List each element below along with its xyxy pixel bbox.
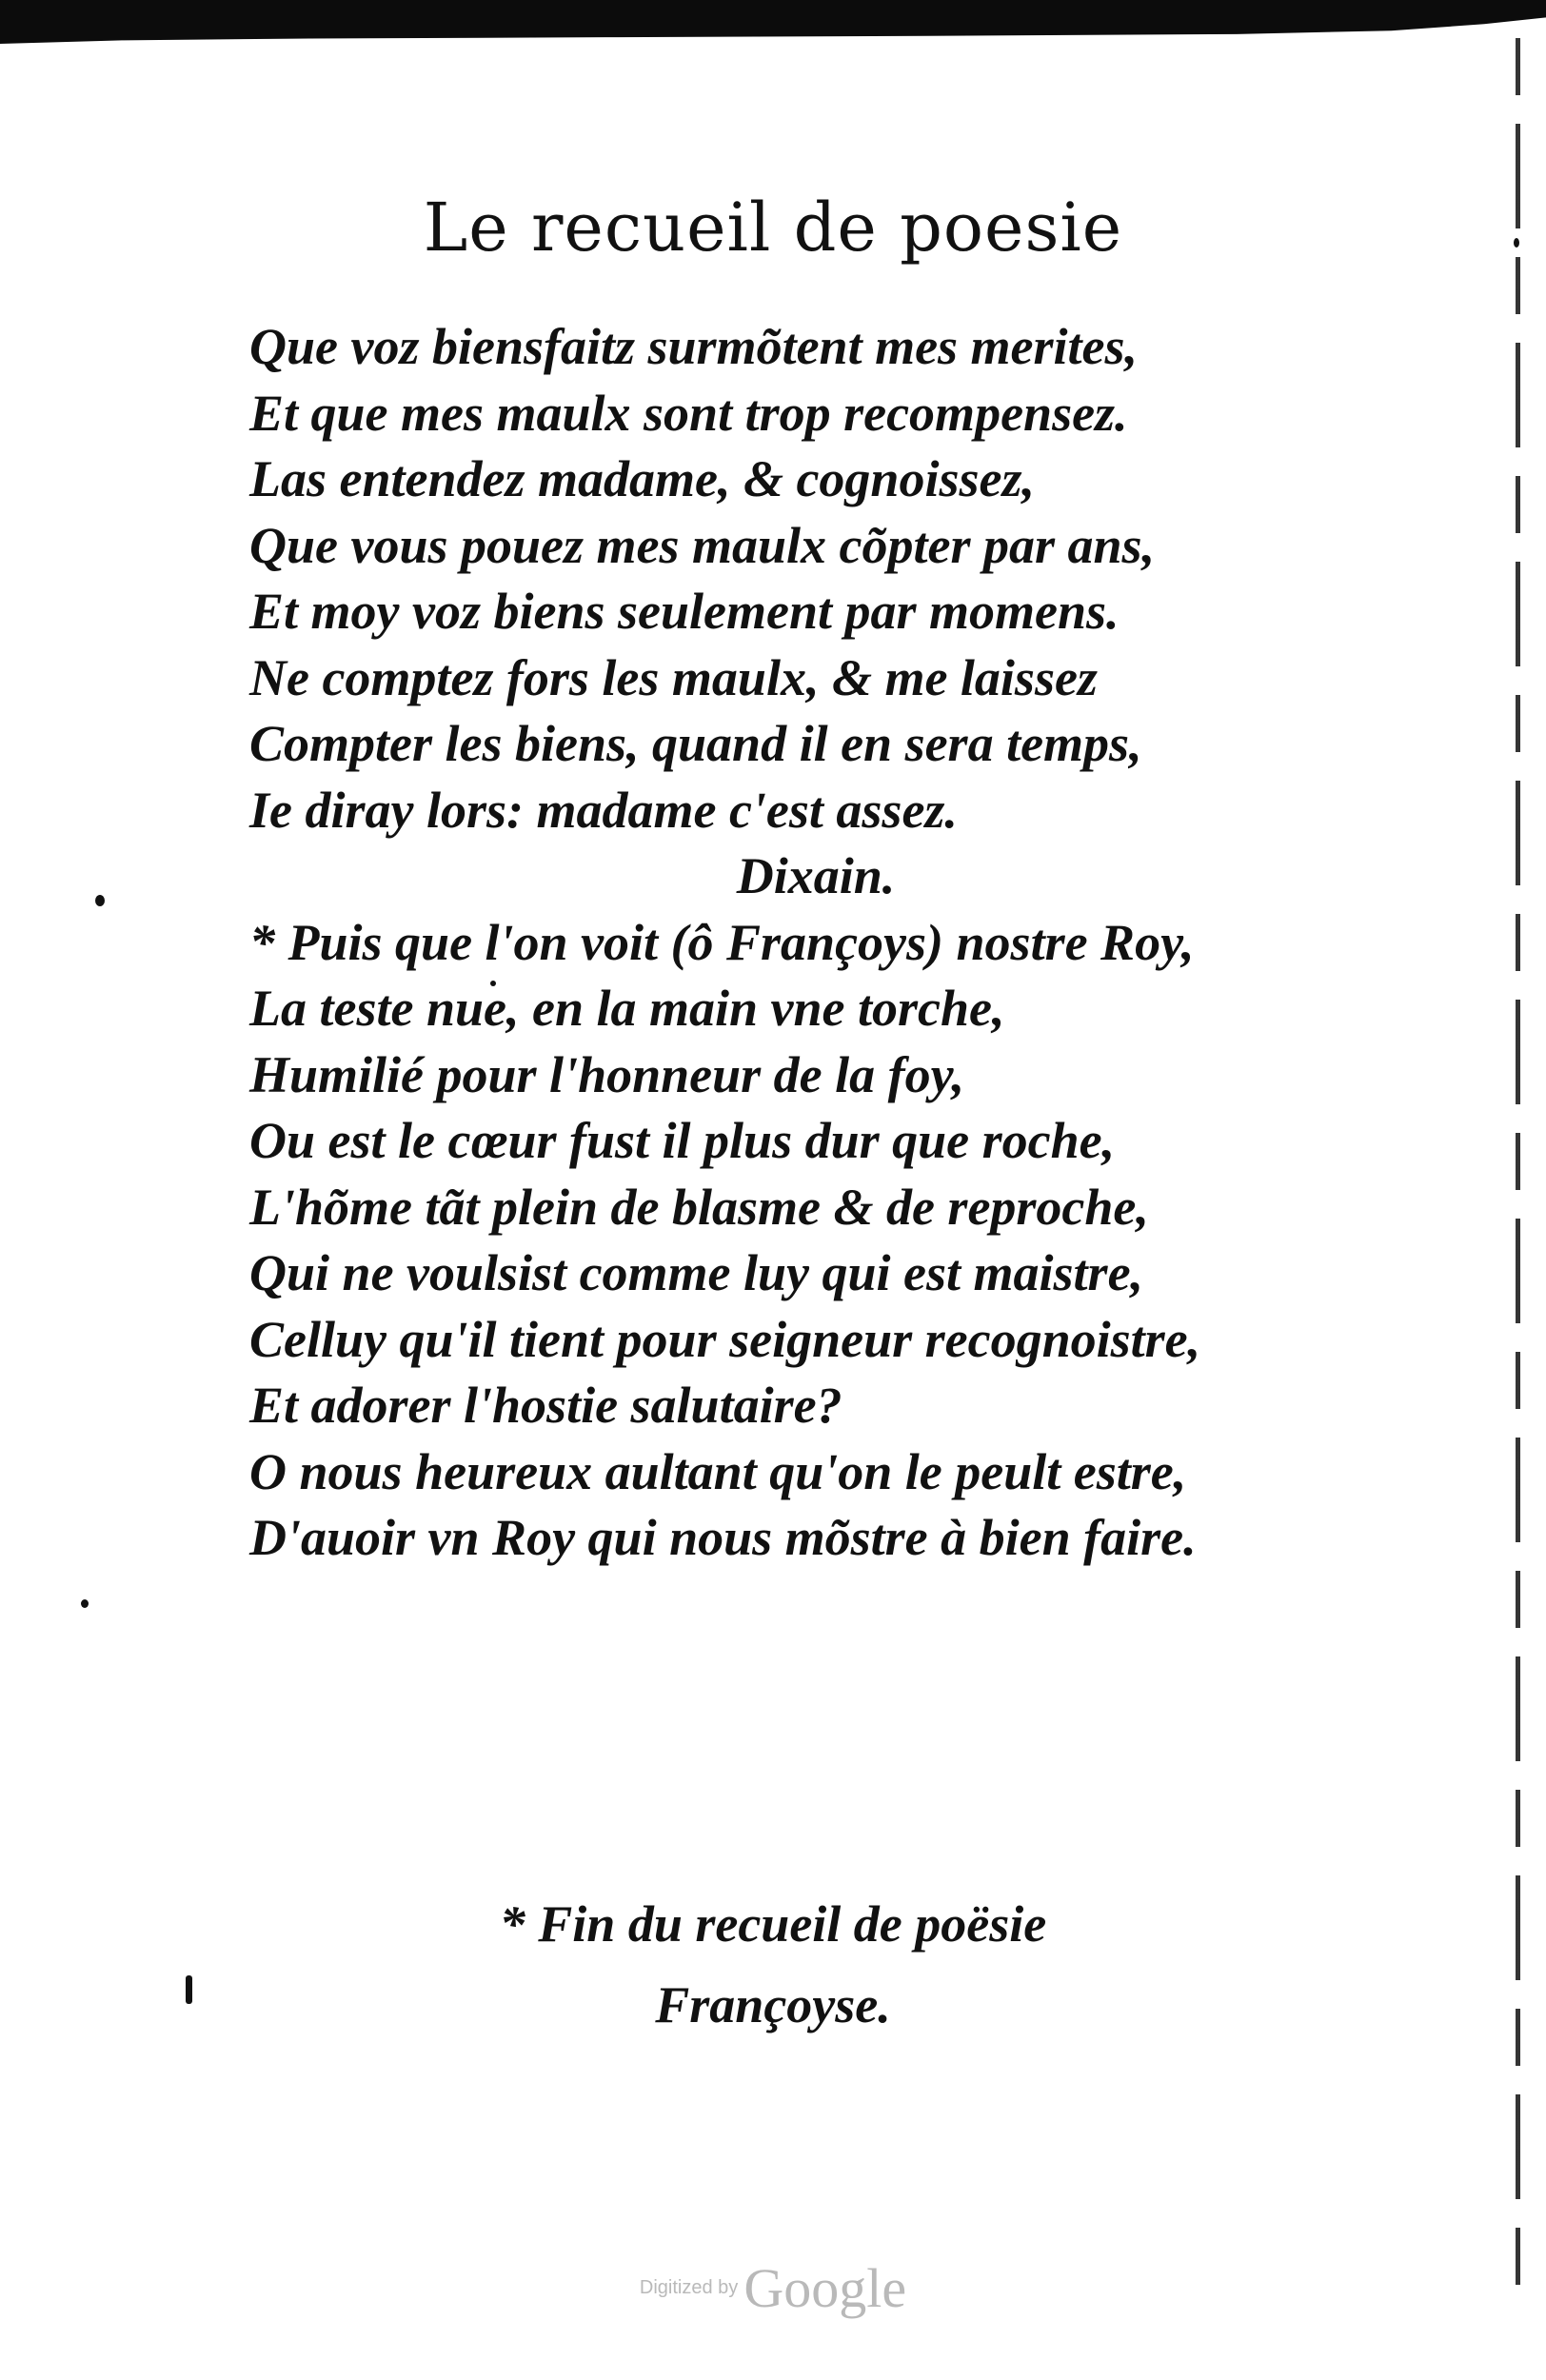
poem-line: Que voz biensfaitz surmõtent mes merites, bbox=[249, 318, 1139, 375]
poem-body bbox=[249, 314, 1420, 1572]
poem-line: Qui ne voulsist comme luy qui est maistre, bbox=[249, 1244, 1144, 1301]
google-logo: Google bbox=[743, 2257, 907, 2319]
poem-line: Compter les biens, quand il en sera temps, bbox=[249, 715, 1142, 772]
ending-line-2: Françoyse. bbox=[655, 1976, 891, 2033]
poem-line: Las entendez madame, & cognoissez, bbox=[249, 450, 1035, 507]
poem-line: * Puis que l'on voit (ô Françoys) nostre Roy, bbox=[249, 913, 1195, 971]
poem-line: Et moy voz biens seulement par momens. bbox=[249, 583, 1120, 640]
digitized-watermark bbox=[0, 2256, 1546, 2320]
poem-line: L'hõme tãt plein de blasme & de reproche, bbox=[249, 1178, 1149, 1236]
section-heading: Dixain. bbox=[736, 847, 896, 904]
poem-line: D'auoir vn Roy qui nous mõstre à bien faire. bbox=[249, 1509, 1197, 1566]
poem-line: Ie diray lors: madame c'est assez. bbox=[249, 781, 958, 839]
poem-line: O nous heureux aultant qu'on le peult estre, bbox=[249, 1442, 1187, 1500]
poem-line: Celluy qu'il tient pour seigneur recognoistre, bbox=[249, 1310, 1201, 1368]
poem-line: Et que mes maulx sont trop recompensez. bbox=[249, 384, 1128, 442]
poem-line: Ne comptez fors les maulx, & me laissez bbox=[249, 648, 1098, 706]
watermark-prefix: Digitized by bbox=[639, 2277, 739, 2298]
poem-line: La teste nue, en la main vne torche, bbox=[249, 980, 1005, 1037]
ink-speck bbox=[81, 1599, 89, 1608]
scan-right-edge bbox=[1502, 38, 1531, 2304]
page-title: Le recueil de poesie bbox=[423, 188, 1123, 267]
scan-top-edge bbox=[0, 0, 1546, 44]
scan-edge-line bbox=[1516, 38, 1520, 2304]
ink-speck bbox=[95, 895, 105, 906]
poem-line: Que vous pouez mes maulx cõpter par ans, bbox=[249, 516, 1156, 574]
poem-line: Et adorer l'hostie salutaire? bbox=[249, 1377, 842, 1434]
ending-line-1: * Fin du recueil de poësie bbox=[499, 1895, 1047, 1953]
poem-line: Ou est le cœur fust il plus dur que roche, bbox=[249, 1112, 1116, 1169]
poem-line: Humilié pour l'honneur de la foy, bbox=[249, 1045, 965, 1103]
